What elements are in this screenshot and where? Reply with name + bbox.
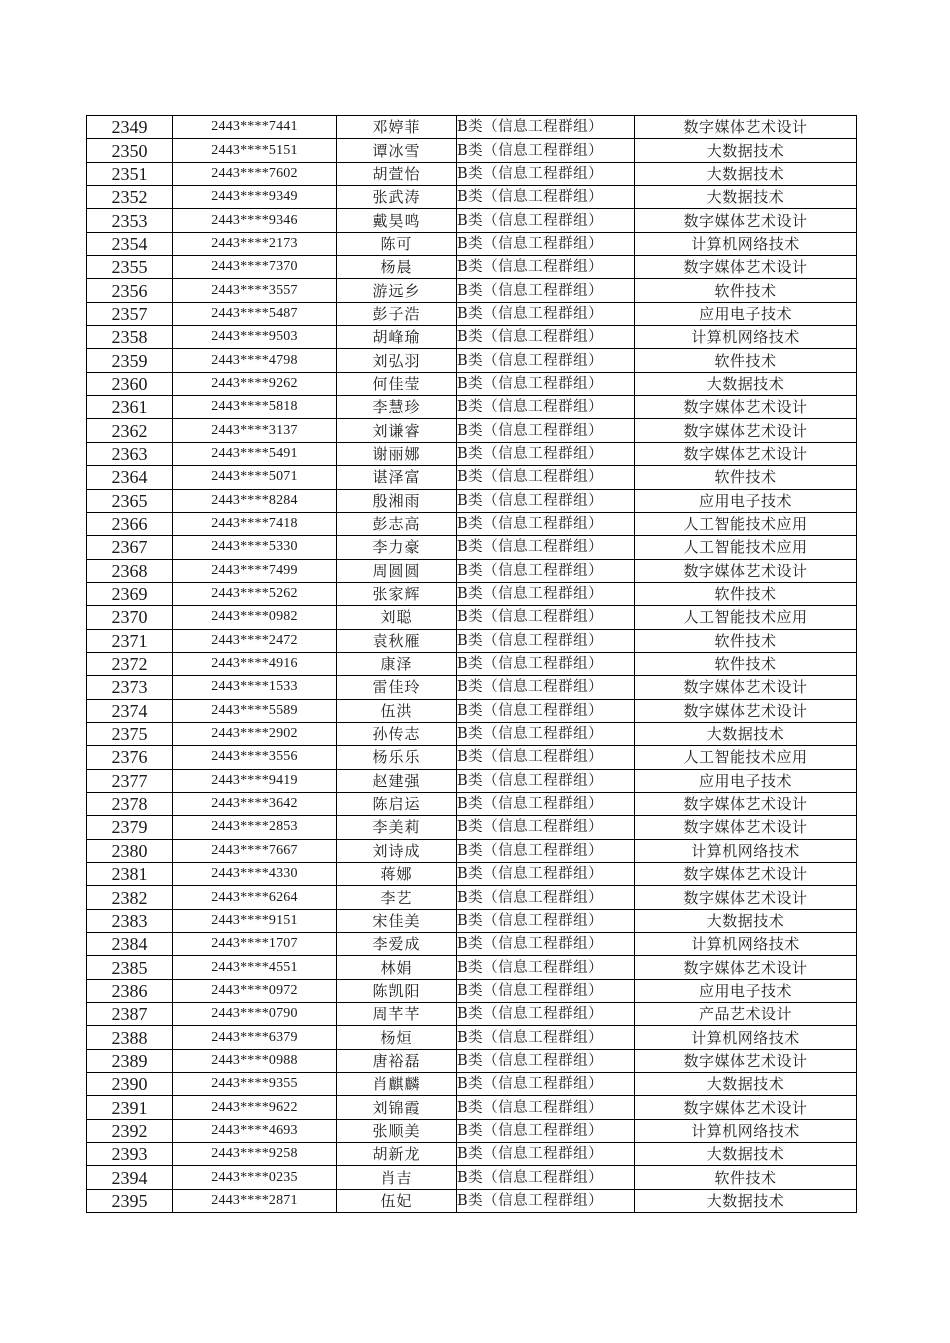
row-major: 计算机网络技术: [635, 1119, 857, 1142]
row-category: B类（信息工程群组）: [457, 559, 635, 582]
row-student-name: 伍妃: [337, 1189, 457, 1212]
table-row: [87, 792, 857, 815]
row-candidate-id: 2443****3137: [173, 419, 337, 442]
row-student-name: 彭志高: [337, 512, 457, 535]
table-row: [87, 466, 857, 489]
row-category: B类（信息工程群组）: [457, 442, 635, 465]
row-category: B类（信息工程群组）: [457, 909, 635, 932]
table-row: [87, 582, 857, 605]
row-student-name: 胡萱怡: [337, 162, 457, 185]
row-candidate-id: 2443****3642: [173, 792, 337, 815]
row-seq-number: 2366: [87, 512, 173, 535]
row-category: B类（信息工程群组）: [457, 1166, 635, 1189]
row-major: 大数据技术: [635, 722, 857, 745]
row-student-name: 邓婷菲: [337, 116, 457, 139]
row-category: B类（信息工程群组）: [457, 419, 635, 442]
row-candidate-id: 2443****2902: [173, 722, 337, 745]
row-candidate-id: 2443****8284: [173, 489, 337, 512]
table-row: [87, 302, 857, 325]
row-candidate-id: 2443****9622: [173, 1096, 337, 1119]
row-student-name: 袁秋雁: [337, 629, 457, 652]
row-category: B类（信息工程群组）: [457, 1049, 635, 1072]
table-row: [87, 512, 857, 535]
table-row: [87, 979, 857, 1002]
row-major: 人工智能技术应用: [635, 536, 857, 559]
row-major: 数字媒体艺术设计: [635, 559, 857, 582]
row-candidate-id: 2443****7667: [173, 839, 337, 862]
row-major: 数字媒体艺术设计: [635, 792, 857, 815]
row-category: B类（信息工程群组）: [457, 1073, 635, 1096]
row-student-name: 戴昊鸣: [337, 209, 457, 232]
row-major: 计算机网络技术: [635, 933, 857, 956]
row-seq-number: 2389: [87, 1049, 173, 1072]
table-row: [87, 909, 857, 932]
row-seq-number: 2390: [87, 1073, 173, 1096]
row-student-name: 周芊芊: [337, 1003, 457, 1026]
row-candidate-id: 2443****4798: [173, 349, 337, 372]
row-major: 数字媒体艺术设计: [635, 816, 857, 839]
row-major: 软件技术: [635, 466, 857, 489]
row-major: 应用电子技术: [635, 489, 857, 512]
row-major: 大数据技术: [635, 1073, 857, 1096]
row-category: B类（信息工程群组）: [457, 1189, 635, 1212]
row-candidate-id: 2443****4916: [173, 652, 337, 675]
row-candidate-id: 2443****5491: [173, 442, 337, 465]
row-student-name: 林娟: [337, 956, 457, 979]
row-student-name: 殷湘雨: [337, 489, 457, 512]
row-seq-number: 2387: [87, 1003, 173, 1026]
row-candidate-id: 2443****1707: [173, 933, 337, 956]
table-row: [87, 209, 857, 232]
row-major: 人工智能技术应用: [635, 606, 857, 629]
row-category: B类（信息工程群组）: [457, 722, 635, 745]
row-candidate-id: 2443****9346: [173, 209, 337, 232]
row-candidate-id: 2443****6264: [173, 886, 337, 909]
row-seq-number: 2352: [87, 186, 173, 209]
row-major: 数字媒体艺术设计: [635, 116, 857, 139]
row-student-name: 刘诗成: [337, 839, 457, 862]
row-category: B类（信息工程群组）: [457, 933, 635, 956]
row-major: 数字媒体艺术设计: [635, 256, 857, 279]
table-row: [87, 769, 857, 792]
row-student-name: 李力豪: [337, 536, 457, 559]
row-category: B类（信息工程群组）: [457, 769, 635, 792]
row-seq-number: 2382: [87, 886, 173, 909]
row-seq-number: 2351: [87, 162, 173, 185]
row-major: 数字媒体艺术设计: [635, 676, 857, 699]
table-row: [87, 1119, 857, 1142]
table-row: [87, 699, 857, 722]
row-student-name: 李艺: [337, 886, 457, 909]
row-major: 数字媒体艺术设计: [635, 863, 857, 886]
table-row: [87, 559, 857, 582]
table-row: [87, 676, 857, 699]
row-seq-number: 2375: [87, 722, 173, 745]
row-category: B类（信息工程群组）: [457, 839, 635, 862]
row-major: 数字媒体艺术设计: [635, 419, 857, 442]
row-candidate-id: 2443****5818: [173, 396, 337, 419]
row-seq-number: 2368: [87, 559, 173, 582]
row-major: 数字媒体艺术设计: [635, 886, 857, 909]
table-row: [87, 652, 857, 675]
row-seq-number: 2371: [87, 629, 173, 652]
row-seq-number: 2395: [87, 1189, 173, 1212]
table-row: [87, 139, 857, 162]
table-row: [87, 419, 857, 442]
row-seq-number: 2363: [87, 442, 173, 465]
table-row: [87, 933, 857, 956]
table-row: [87, 489, 857, 512]
row-candidate-id: 2443****5330: [173, 536, 337, 559]
row-candidate-id: 2443****0790: [173, 1003, 337, 1026]
row-student-name: 康泽: [337, 652, 457, 675]
row-student-name: 张家辉: [337, 582, 457, 605]
row-seq-number: 2385: [87, 956, 173, 979]
row-major: 大数据技术: [635, 372, 857, 395]
row-student-name: 肖吉: [337, 1166, 457, 1189]
table-row: [87, 816, 857, 839]
row-candidate-id: 2443****7370: [173, 256, 337, 279]
row-major: 大数据技术: [635, 139, 857, 162]
row-category: B类（信息工程群组）: [457, 606, 635, 629]
row-candidate-id: 2443****9419: [173, 769, 337, 792]
row-category: B类（信息工程群组）: [457, 652, 635, 675]
row-seq-number: 2379: [87, 816, 173, 839]
row-major: 数字媒体艺术设计: [635, 442, 857, 465]
row-major: 软件技术: [635, 349, 857, 372]
row-candidate-id: 2443****9355: [173, 1073, 337, 1096]
row-candidate-id: 2443****7602: [173, 162, 337, 185]
row-category: B类（信息工程群组）: [457, 629, 635, 652]
row-candidate-id: 2443****5071: [173, 466, 337, 489]
row-student-name: 伍洪: [337, 699, 457, 722]
row-seq-number: 2372: [87, 652, 173, 675]
row-major: 软件技术: [635, 629, 857, 652]
row-major: 数字媒体艺术设计: [635, 396, 857, 419]
row-student-name: 陈凯阳: [337, 979, 457, 1002]
table-row: [87, 232, 857, 255]
row-student-name: 谢丽娜: [337, 442, 457, 465]
row-category: B类（信息工程群组）: [457, 349, 635, 372]
row-major: 应用电子技术: [635, 769, 857, 792]
table-row: [87, 746, 857, 769]
row-category: B类（信息工程群组）: [457, 232, 635, 255]
row-candidate-id: 2443****9258: [173, 1143, 337, 1166]
row-student-name: 胡新龙: [337, 1143, 457, 1166]
table-row: [87, 279, 857, 302]
table-row: [87, 863, 857, 886]
table-row: [87, 722, 857, 745]
row-category: B类（信息工程群组）: [457, 279, 635, 302]
row-seq-number: 2391: [87, 1096, 173, 1119]
row-category: B类（信息工程群组）: [457, 1096, 635, 1119]
row-major: 计算机网络技术: [635, 232, 857, 255]
row-seq-number: 2393: [87, 1143, 173, 1166]
row-seq-number: 2359: [87, 349, 173, 372]
row-major: 计算机网络技术: [635, 839, 857, 862]
row-student-name: 蒋娜: [337, 863, 457, 886]
row-major: 数字媒体艺术设计: [635, 1049, 857, 1072]
table-row: [87, 536, 857, 559]
row-student-name: 宋佳美: [337, 909, 457, 932]
row-candidate-id: 2443****7441: [173, 116, 337, 139]
table-row: [87, 1143, 857, 1166]
row-category: B类（信息工程群组）: [457, 886, 635, 909]
row-student-name: 谌泽富: [337, 466, 457, 489]
table-row: [87, 326, 857, 349]
row-major: 软件技术: [635, 652, 857, 675]
row-major: 大数据技术: [635, 162, 857, 185]
table-row: [87, 186, 857, 209]
row-candidate-id: 2443****4330: [173, 863, 337, 886]
row-student-name: 周圆圆: [337, 559, 457, 582]
table-row: [87, 162, 857, 185]
row-category: B类（信息工程群组）: [457, 699, 635, 722]
row-candidate-id: 2443****5487: [173, 302, 337, 325]
table-row: [87, 116, 857, 139]
row-student-name: 张顺美: [337, 1119, 457, 1142]
row-student-name: 肖麒麟: [337, 1073, 457, 1096]
row-seq-number: 2384: [87, 933, 173, 956]
row-seq-number: 2357: [87, 302, 173, 325]
row-category: B类（信息工程群组）: [457, 746, 635, 769]
roster-table-body: [87, 116, 857, 1213]
row-seq-number: 2377: [87, 769, 173, 792]
row-seq-number: 2394: [87, 1166, 173, 1189]
row-category: B类（信息工程群组）: [457, 209, 635, 232]
table-row: [87, 1073, 857, 1096]
row-student-name: 杨乐乐: [337, 746, 457, 769]
row-seq-number: 2350: [87, 139, 173, 162]
row-student-name: 孙传志: [337, 722, 457, 745]
row-seq-number: 2369: [87, 582, 173, 605]
row-candidate-id: 2443****5589: [173, 699, 337, 722]
row-category: B类（信息工程群组）: [457, 979, 635, 1002]
table-row: [87, 956, 857, 979]
row-candidate-id: 2443****2472: [173, 629, 337, 652]
row-category: B类（信息工程群组）: [457, 256, 635, 279]
row-category: B类（信息工程群组）: [457, 676, 635, 699]
row-seq-number: 2386: [87, 979, 173, 1002]
row-student-name: 谭冰雪: [337, 139, 457, 162]
row-student-name: 何佳莹: [337, 372, 457, 395]
row-major: 软件技术: [635, 1166, 857, 1189]
row-seq-number: 2354: [87, 232, 173, 255]
row-student-name: 刘谦睿: [337, 419, 457, 442]
row-seq-number: 2367: [87, 536, 173, 559]
row-seq-number: 2392: [87, 1119, 173, 1142]
row-candidate-id: 2443****0982: [173, 606, 337, 629]
row-student-name: 陈可: [337, 232, 457, 255]
row-candidate-id: 2443****0235: [173, 1166, 337, 1189]
row-seq-number: 2374: [87, 699, 173, 722]
row-category: B类（信息工程群组）: [457, 536, 635, 559]
row-major: 软件技术: [635, 582, 857, 605]
table-row: [87, 442, 857, 465]
row-seq-number: 2383: [87, 909, 173, 932]
row-candidate-id: 2443****0988: [173, 1049, 337, 1072]
row-candidate-id: 2443****1533: [173, 676, 337, 699]
row-category: B类（信息工程群组）: [457, 956, 635, 979]
row-seq-number: 2378: [87, 792, 173, 815]
row-major: 数字媒体艺术设计: [635, 956, 857, 979]
row-student-name: 刘弘羽: [337, 349, 457, 372]
row-major: 大数据技术: [635, 186, 857, 209]
row-candidate-id: 2443****9151: [173, 909, 337, 932]
row-major: 应用电子技术: [635, 979, 857, 1002]
row-seq-number: 2349: [87, 116, 173, 139]
row-major: 数字媒体艺术设计: [635, 699, 857, 722]
row-major: 数字媒体艺术设计: [635, 209, 857, 232]
admission-roster-table: [86, 115, 857, 1213]
row-student-name: 唐裕磊: [337, 1049, 457, 1072]
table-row: [87, 1189, 857, 1212]
row-candidate-id: 2443****3556: [173, 746, 337, 769]
table-row: [87, 839, 857, 862]
row-student-name: 李美莉: [337, 816, 457, 839]
row-student-name: 张武涛: [337, 186, 457, 209]
row-seq-number: 2376: [87, 746, 173, 769]
table-row: [87, 1096, 857, 1119]
row-seq-number: 2362: [87, 419, 173, 442]
row-student-name: 赵建强: [337, 769, 457, 792]
row-student-name: 李慧珍: [337, 396, 457, 419]
row-category: B类（信息工程群组）: [457, 1026, 635, 1049]
row-major: 大数据技术: [635, 1143, 857, 1166]
table-row: [87, 1049, 857, 1072]
row-student-name: 杨烜: [337, 1026, 457, 1049]
table-row: [87, 256, 857, 279]
row-seq-number: 2358: [87, 326, 173, 349]
row-candidate-id: 2443****5151: [173, 139, 337, 162]
row-candidate-id: 2443****3557: [173, 279, 337, 302]
row-candidate-id: 2443****4551: [173, 956, 337, 979]
row-category: B类（信息工程群组）: [457, 863, 635, 886]
row-category: B类（信息工程群组）: [457, 1119, 635, 1142]
row-category: B类（信息工程群组）: [457, 582, 635, 605]
row-seq-number: 2353: [87, 209, 173, 232]
row-seq-number: 2373: [87, 676, 173, 699]
row-seq-number: 2361: [87, 396, 173, 419]
row-category: B类（信息工程群组）: [457, 466, 635, 489]
row-major: 产品艺术设计: [635, 1003, 857, 1026]
row-category: B类（信息工程群组）: [457, 116, 635, 139]
row-major: 应用电子技术: [635, 302, 857, 325]
row-major: 数字媒体艺术设计: [635, 1096, 857, 1119]
row-major: 软件技术: [635, 279, 857, 302]
row-candidate-id: 2443****9349: [173, 186, 337, 209]
row-category: B类（信息工程群组）: [457, 162, 635, 185]
table-row: [87, 1166, 857, 1189]
table-row: [87, 886, 857, 909]
row-candidate-id: 2443****2871: [173, 1189, 337, 1212]
table-row: [87, 629, 857, 652]
row-category: B类（信息工程群组）: [457, 186, 635, 209]
row-category: B类（信息工程群组）: [457, 489, 635, 512]
row-candidate-id: 2443****6379: [173, 1026, 337, 1049]
row-candidate-id: 2443****7499: [173, 559, 337, 582]
row-category: B类（信息工程群组）: [457, 396, 635, 419]
row-student-name: 彭子浩: [337, 302, 457, 325]
row-candidate-id: 2443****0972: [173, 979, 337, 1002]
row-major: 大数据技术: [635, 1189, 857, 1212]
row-student-name: 陈启运: [337, 792, 457, 815]
table-row: [87, 349, 857, 372]
row-candidate-id: 2443****4693: [173, 1119, 337, 1142]
row-category: B类（信息工程群组）: [457, 326, 635, 349]
row-major: 人工智能技术应用: [635, 512, 857, 535]
row-candidate-id: 2443****9503: [173, 326, 337, 349]
row-seq-number: 2365: [87, 489, 173, 512]
row-category: B类（信息工程群组）: [457, 512, 635, 535]
row-student-name: 李爱成: [337, 933, 457, 956]
row-student-name: 胡峰瑜: [337, 326, 457, 349]
row-category: B类（信息工程群组）: [457, 1003, 635, 1026]
row-seq-number: 2364: [87, 466, 173, 489]
row-category: B类（信息工程群组）: [457, 372, 635, 395]
row-student-name: 刘聪: [337, 606, 457, 629]
row-seq-number: 2360: [87, 372, 173, 395]
row-seq-number: 2380: [87, 839, 173, 862]
row-seq-number: 2355: [87, 256, 173, 279]
row-student-name: 游远乡: [337, 279, 457, 302]
row-major: 计算机网络技术: [635, 326, 857, 349]
row-candidate-id: 2443****9262: [173, 372, 337, 395]
table-row: [87, 606, 857, 629]
row-student-name: 雷佳玲: [337, 676, 457, 699]
row-major: 大数据技术: [635, 909, 857, 932]
row-candidate-id: 2443****5262: [173, 582, 337, 605]
row-student-name: 刘锦霞: [337, 1096, 457, 1119]
row-seq-number: 2381: [87, 863, 173, 886]
table-row: [87, 1003, 857, 1026]
row-major: 人工智能技术应用: [635, 746, 857, 769]
row-candidate-id: 2443****7418: [173, 512, 337, 535]
row-category: B类（信息工程群组）: [457, 792, 635, 815]
row-seq-number: 2356: [87, 279, 173, 302]
row-seq-number: 2370: [87, 606, 173, 629]
table-row: [87, 396, 857, 419]
row-category: B类（信息工程群组）: [457, 1143, 635, 1166]
table-row: [87, 372, 857, 395]
row-category: B类（信息工程群组）: [457, 302, 635, 325]
row-seq-number: 2388: [87, 1026, 173, 1049]
table-row: [87, 1026, 857, 1049]
row-category: B类（信息工程群组）: [457, 816, 635, 839]
row-candidate-id: 2443****2853: [173, 816, 337, 839]
row-major: 计算机网络技术: [635, 1026, 857, 1049]
row-student-name: 杨晨: [337, 256, 457, 279]
row-category: B类（信息工程群组）: [457, 139, 635, 162]
row-candidate-id: 2443****2173: [173, 232, 337, 255]
